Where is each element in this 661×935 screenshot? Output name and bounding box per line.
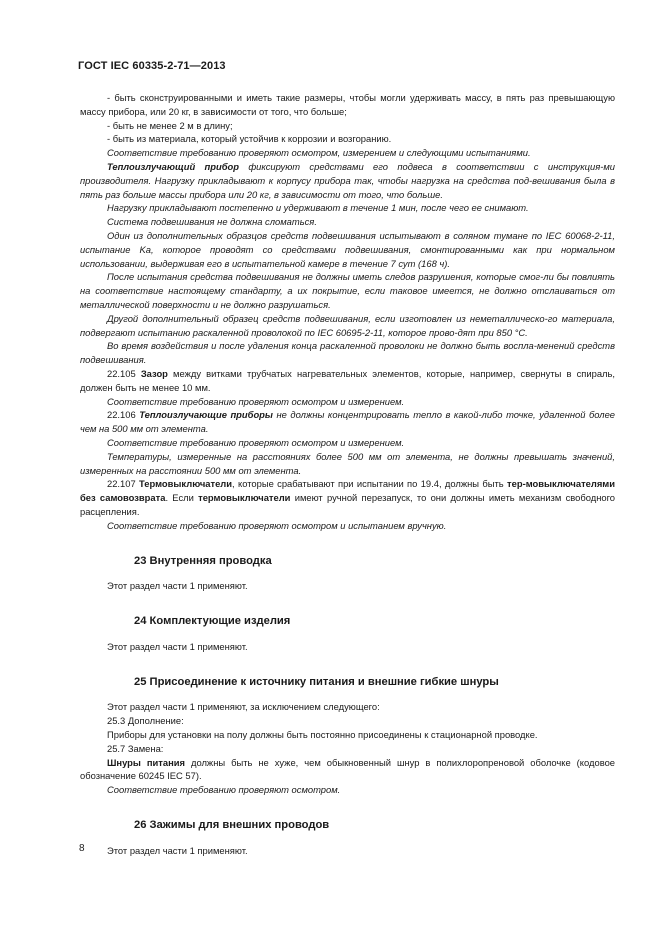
paragraph — [80, 477, 615, 518]
paragraph: Этот раздел части 1 применяют. — [107, 580, 248, 592]
term: термовыключатели — [198, 492, 291, 504]
paragraph: Этот раздел части 1 применяют. — [107, 844, 248, 856]
text: . Если — [165, 492, 199, 504]
term: Теплоизлучающие приборы — [139, 409, 273, 421]
term: Зазор — [140, 367, 168, 379]
term: Шнуры питания — [107, 756, 186, 768]
paragraph: Этот раздел части 1 применяют. — [107, 640, 248, 652]
document-body — [80, 91, 615, 858]
section-heading-23: 23 Внутренняя проводка — [134, 554, 272, 567]
paragraph: Соответствие требованию проверяют осмотром и измерением. — [107, 436, 405, 448]
paragraph: Соответствие требованию проверяют осмотром. — [107, 784, 341, 796]
paragraph: Соответствие требованию проверяют осмотром, измерением и следующими испытаниями. — [107, 147, 531, 159]
text: фиксируют средствами его подвеса в соответствии с инструкция-ми производителя. Нагрузку прикладывают к корпусу прибора так, чтобы нагрузка на средства под-вешивания была в пять раз больше массы прибора или 20 кг, в зависимости от того, что больше. — [80, 160, 615, 200]
paragraph: Нагрузку прикладывают постепенно и удерживают в течение 1 мин, после чего ее снимают. — [107, 202, 529, 214]
paragraph: Соответствие требованию проверяют осмотром и испытанием вручную. — [107, 519, 447, 531]
text: между витками трубчатых нагревательных элементов, которые, например, свернуты в спираль, должен быть не менее 10 мм. — [80, 367, 616, 393]
text: имеют ручной перезапуск, то они должны иметь механизм свободного расцепления. — [80, 492, 616, 517]
section-heading-25: 25 Присоединение к источнику питания и внешние гибкие шнуры — [134, 675, 499, 688]
term: Теплоизлучающий прибор — [107, 160, 239, 172]
paragraph: Один из дополнительных образцов средств подвешивания испытывают в соляном тумане по IEC 60068-2-11, испытание Ka, которое проводят со средствами подвешивания, смонтированными как при нормальном использовании, выдерживая его в испытательной камере в течение 7 сут (168 ч). — [80, 229, 615, 269]
paragraph: Приборы для установки на полу должны быть постоянно присоединены к стационарной проводке. — [107, 729, 538, 741]
paragraph: Другой дополнительный образец средств подвешивания, если изготовлен из неметаллическо-го материала, подвергают испытанию раскаленной проволокой по IEC 60695-2-11, которое прово-дят при 850 °С. — [80, 312, 615, 338]
text: не должны концентрировать тепло в какой-либо точке, удаленной более чем на 500 мм от элемента. — [80, 409, 616, 435]
page-number: 8 — [79, 843, 85, 854]
paragraph: - быть не менее 2 м в длину; — [107, 119, 233, 131]
paragraph — [80, 160, 615, 201]
paragraph: 25.7 Замена: — [107, 742, 164, 754]
paragraph: После испытания средства подвешивания не должны иметь следов разрушения, которые смог-ли бы повлиять на соответствие настоящему стандарту, а их покрытие, если таковое имеется, не должно отслаиваться от металлической поверхности и не должно разрушаться. — [80, 271, 615, 310]
text: должны быть не хуже, чем обыкновенный шнур в полихлоропреновой оболочке (кодовое обозначение 60245 IEC 57). — [80, 756, 616, 782]
paragraph: Система подвешивания не должна сломаться. — [107, 216, 317, 228]
paragraph: - быть сконструированными и иметь такие размеры, чтобы могли удерживать массу, в пять раз превышающую массу прибора, или 20 кг, в зависимости от того, что больше; — [80, 92, 615, 117]
document-header: ГОСТ IEC 60335-2-71—2013 — [78, 60, 226, 72]
text: , которые срабатывают при испытании по 19.4, должны быть — [232, 478, 508, 490]
paragraph: Во время воздействия и после удаления конца раскаленной проволоки не должно быть воспла-менений средств подвешивания. — [80, 340, 615, 366]
paragraph — [80, 756, 615, 784]
section-heading-24: 24 Комплектующие изделия — [134, 615, 291, 628]
paragraph: - быть из материала, который устойчив к коррозии и возгоранию. — [107, 133, 392, 145]
section-heading-26: 26 Зажимы для внешних проводов — [134, 819, 330, 832]
clause-number: 22.106 — [107, 409, 140, 421]
paragraph: 25.3 Дополнение: — [107, 715, 184, 727]
paragraph — [80, 367, 615, 395]
paragraph — [80, 408, 615, 436]
term: Термовыключатели — [139, 478, 233, 490]
clause-number: 22.105 — [107, 367, 141, 379]
term: тер-мовыключателями без самовозврата — [80, 478, 616, 504]
paragraph: Температуры, измеренные на расстояниях более 500 мм от элемента, не должны превышать значений, измеренных на расстоянии 500 мм от элемента. — [80, 450, 615, 476]
paragraph: Этот раздел части 1 применяют, за исключением следующего: — [107, 701, 380, 713]
clause-number: 22.107 — [107, 478, 140, 490]
paragraph: Соответствие требованию проверяют осмотром и измерением. — [107, 395, 405, 407]
